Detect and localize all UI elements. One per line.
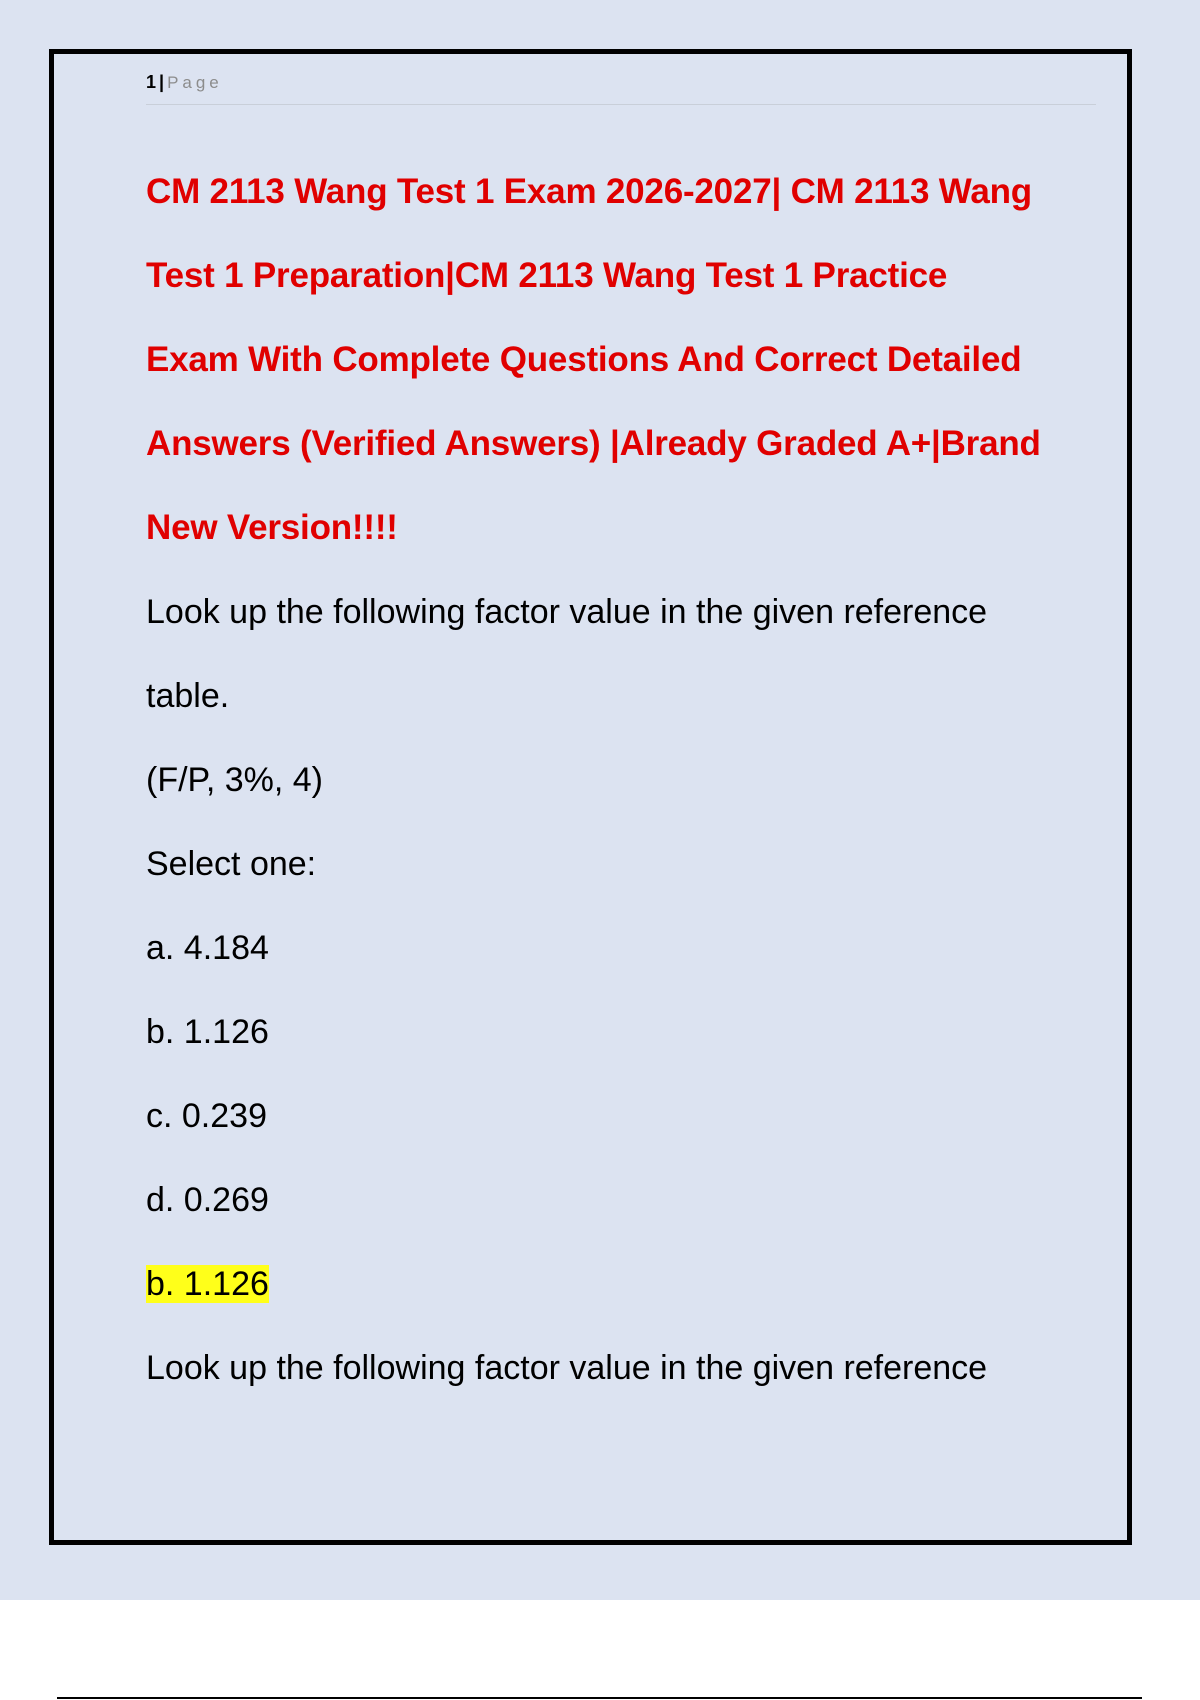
next-question-prompt: Look up the following factor value in the given reference [146,1349,988,1387]
title-line: Test 1 Preparation|CM 2113 Wang Test 1 Practice [146,256,948,295]
page-header [146,72,1096,105]
option-b: b. 1.126 [146,1013,269,1051]
document-content [146,150,1106,1410]
title-line: CM 2113 Wang Test 1 Exam 2026-2027| CM 2113 Wang [146,172,1032,211]
option-d: d. 0.269 [146,1181,269,1219]
answer-line [146,1242,1106,1326]
title-line: Exam With Complete Questions And Correct Detailed [146,340,1022,379]
question-prompt-continued: table. [146,677,230,715]
question-instruction: Select one: [146,845,317,883]
footer-rule [57,1697,1142,1699]
page-label: Page [167,73,223,92]
question-expression: (F/P, 3%, 4) [146,761,323,799]
option-a: a. 4.184 [146,929,269,967]
option-c: c. 0.239 [146,1097,267,1135]
page-separator: | [159,72,165,92]
question-prompt: Look up the following factor value in the given reference [146,593,988,631]
title-line: Answers (Verified Answers) |Already Graded A+|Brand [146,424,1041,463]
highlighted-answer: b. 1.126 [146,1265,269,1303]
page-number: 1 [146,72,157,92]
title-line: New Version!!!! [146,508,398,547]
